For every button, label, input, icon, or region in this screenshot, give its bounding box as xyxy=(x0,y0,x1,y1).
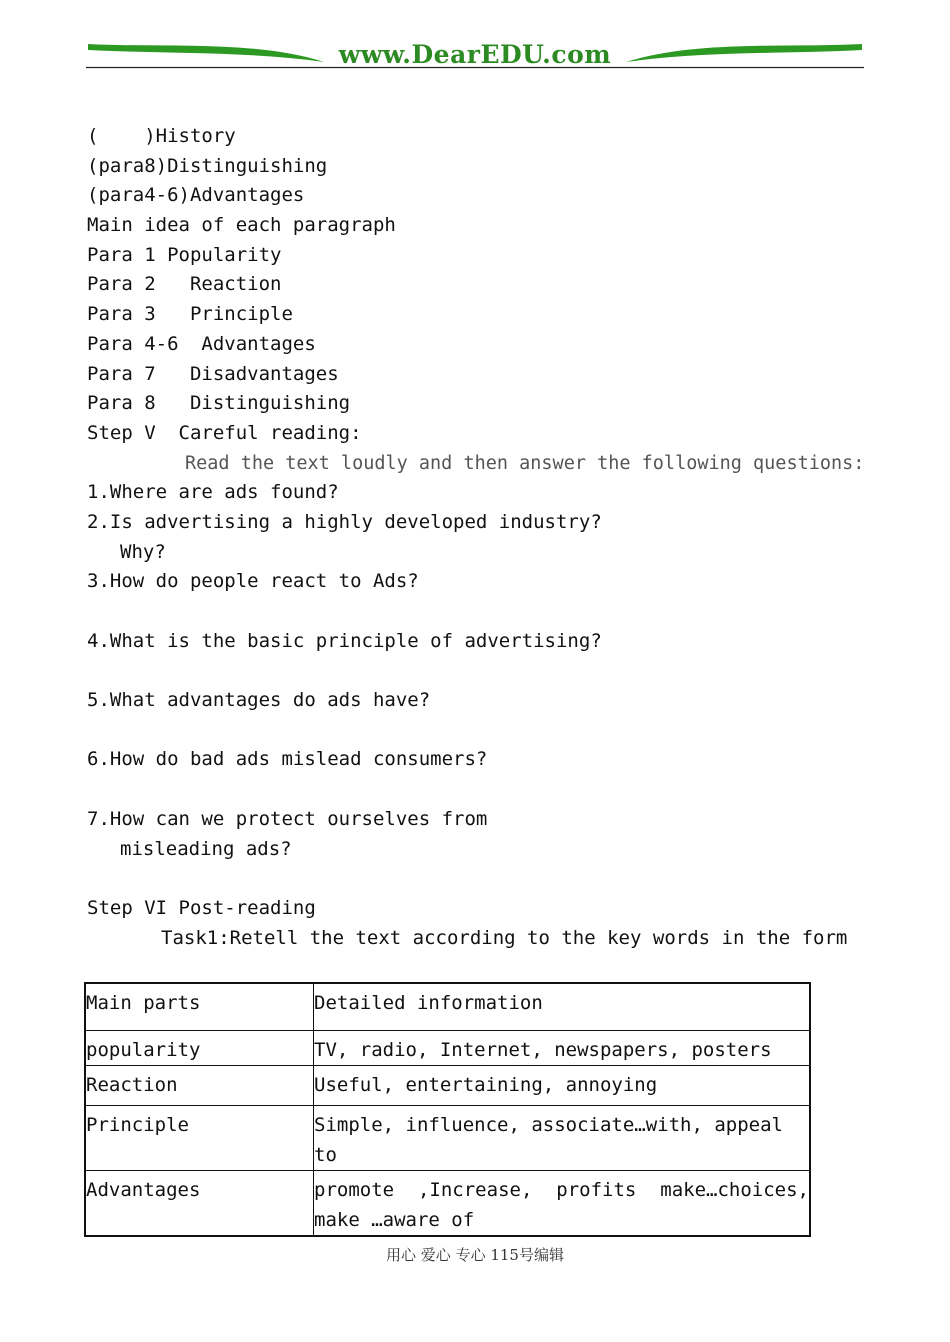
document-body xyxy=(87,122,867,953)
table-cell xyxy=(314,1170,811,1236)
question-line: 5.What advantages do ads have? xyxy=(87,689,431,712)
text-line: Para 4-6 Advantages xyxy=(87,332,316,355)
section-heading: Step V Careful reading: xyxy=(87,421,362,444)
section-heading: Step VI Post-reading xyxy=(87,896,316,919)
blank-line xyxy=(87,775,867,805)
page-header xyxy=(86,36,864,72)
text-line: Para 3 Principle xyxy=(87,303,293,326)
table-cell: Advantages xyxy=(85,1170,314,1236)
instruction-line: Read the text loudly and then answer the following questions: xyxy=(185,452,865,474)
table-cell: Useful, entertaining, annoying xyxy=(314,1065,811,1105)
table-cell-line: promote ,Increase, profits make…choices, xyxy=(314,1178,809,1201)
table-row xyxy=(85,1065,810,1105)
blank-line xyxy=(87,656,867,686)
table-cell: TV, radio, Internet, newspapers, posters xyxy=(314,1030,811,1065)
question-line: 1.Where are ads found? xyxy=(87,481,339,504)
retell-table xyxy=(84,982,811,1237)
text-line: Para 8 Distinguishing xyxy=(87,392,351,415)
question-line: 3.How do people react to Ads? xyxy=(87,570,419,593)
table-row xyxy=(85,1030,810,1065)
question-line: 6.How do bad ads mislead consumers? xyxy=(87,748,488,771)
text-line: ( )History xyxy=(87,125,236,147)
table-cell: Principle xyxy=(85,1105,314,1170)
table-row xyxy=(85,1105,810,1170)
section-heading: Main idea of each paragraph xyxy=(87,214,396,237)
table-cell: popularity xyxy=(85,1030,314,1065)
blank-line xyxy=(87,864,867,894)
text-line: (para4-6)Advantages xyxy=(87,184,305,207)
table-header-cell: Detailed information xyxy=(314,983,811,1030)
table-header-cell: Main parts xyxy=(85,983,314,1030)
text-line: Para 1 Popularity xyxy=(87,243,282,266)
table-row xyxy=(85,1170,810,1236)
blank-line xyxy=(87,716,867,746)
site-name: www.DearEDU.com xyxy=(338,40,612,69)
blank-line xyxy=(87,597,867,627)
task-line: Task1:Retell the text according to the key words in the form xyxy=(161,926,848,949)
table-header-row xyxy=(85,983,810,1030)
page-footer: 用心 爱心 专心 115号编辑 xyxy=(386,1246,564,1264)
question-line: 4.What is the basic principle of advertising? xyxy=(87,629,602,652)
question-line: 7.How can we protect ourselves from xyxy=(87,807,488,830)
text-line: (para8)Distinguishing xyxy=(87,154,328,177)
table-cell: Simple, influence, associate…with, appeal to xyxy=(314,1105,811,1170)
question-line: misleading ads? xyxy=(120,837,292,860)
question-line: 2.Is advertising a highly developed industry? xyxy=(87,510,602,533)
table-cell-line: make …aware of xyxy=(314,1208,475,1231)
text-line: Para 2 Reaction xyxy=(87,273,282,296)
text-line: Para 7 Disadvantages xyxy=(87,362,339,385)
question-line: Why? xyxy=(120,540,166,563)
table-cell: Reaction xyxy=(85,1065,314,1105)
